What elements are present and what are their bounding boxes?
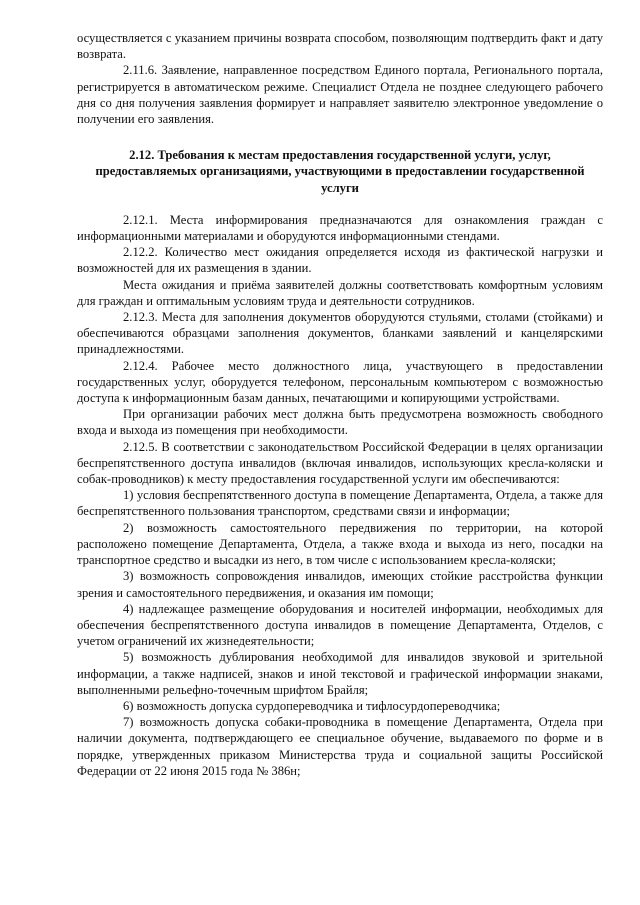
list-item-5: 5) возможность дублирования необходимой для инвалидов звуковой и зрительной информации, а также надписей, знаков и иной текстовой и графической информации знаками, выполненными рельефно-точечным шрифтом Брайля; bbox=[77, 650, 603, 697]
paragraph-2-12-5: 2.12.5. В соответствии с законодательством Российской Федерации в целях организации беспрепятственного доступа инвалидов (включая инвалидов, использующих кресла-коляски и собак-проводников) к месту предоставления государственной услуги им обеспечиваются: bbox=[77, 439, 603, 487]
list-item-2: 2) возможность самостоятельного передвижения по территории, на которой расположено помещение Департамента, Отдела, а также входа и выхода из него, посадки на транспортное средство и высадки из него, в том числе с использованием кресла-коляски; bbox=[77, 520, 603, 568]
paragraph-2-12-1: 2.12.1. Места информирования предназначаются для ознакомления граждан с информационными материалами и оборудуются информационными стендами. bbox=[77, 212, 603, 244]
paragraph-2-12-2: 2.12.2. Количество мест ожидания определяется исходя из фактической нагрузки и возможностей для их размещения в здании. bbox=[77, 245, 603, 276]
paragraph-2-11-6: 2.11.6. Заявление, направленное посредством Единого портала, Регионального портала, регистрируется в автоматическом режиме. Специалист Отдела не позднее следующего рабочего дня со дня получения заявления формирует и направляет заявителю электронное уведомление о получении его заявления. bbox=[77, 63, 603, 127]
section-heading-2-12: 2.12. Требования к местам предоставления государственной услуги, услуг, предоставляемых организациями, участвующими в предоставлении государственной услуги bbox=[95, 148, 585, 195]
paragraph-2-12-4: 2.12.4. Рабочее место должностного лица, участвующего в предоставлении государственных услуг, оборудуется телефоном, персональным компьютером с возможностью доступа к информационным базам данных, печатающими и копирующими устройствами. bbox=[77, 358, 603, 406]
list-item-6: 6) возможность допуска сурдопереводчика и тифлосурдопереводчика; bbox=[123, 698, 501, 713]
paragraph-2-12-3: 2.12.3. Места для заполнения документов оборудуются стульями, столами (стойками) и обеспечиваются образцами заполнения документов, бланками заявлений и канцелярскими принадлежностями. bbox=[77, 310, 603, 357]
paragraph-waiting-places: Места ожидания и приёма заявителей должны соответствовать комфортным условиям для граждан и оптимальным условиям труда и деятельности сотрудников. bbox=[77, 277, 603, 308]
list-item-3: 3) возможность сопровождения инвалидов, имеющих стойкие расстройства функции зрения и самостоятельного передвижения, и оказания им помощи; bbox=[77, 569, 603, 600]
list-item-4: 4) надлежащее размещение оборудования и носителей информации, необходимых для обеспечения беспрепятственного доступа инвалидов в помещение Департамента, Отделов, с учетом ограничений их жизнедеятельности; bbox=[77, 601, 603, 649]
paragraph-workplace-organization: При организации рабочих мест должна быть предусмотрена возможность свободного входа и выхода из помещения при необходимости. bbox=[77, 407, 603, 438]
paragraph-return-method: осуществляется с указанием причины возврата способом, позволяющим подтвердить факт и дату возврата. bbox=[77, 31, 603, 62]
list-item-1: 1) условия беспрепятственного доступа в помещение Департамента, Отдела, а также для беспрепятственного пользования транспортом, средствами связи и информации; bbox=[77, 488, 603, 519]
list-item-7: 7) возможность допуска собаки-проводника в помещение Департамента, Отдела при наличии документа, подтверждающего ее специальное обучение, выдаваемого по форме и в порядке, утвержденных приказом Министерства труда и социальной защиты Российской Федерации от 22 июня 2015 года № 386н; bbox=[77, 715, 603, 778]
